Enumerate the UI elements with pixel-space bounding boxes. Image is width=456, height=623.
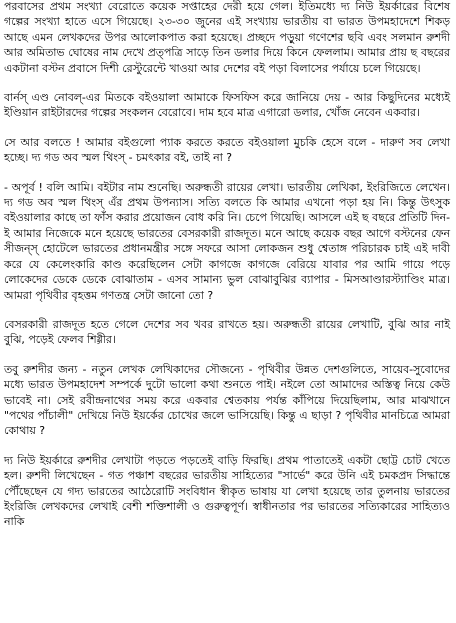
paragraph-ambassador: বেসরকারী রাজদূত হতে গেলে দেশের সব খবর রাখতে হয়। অরুন্ধতী রায়ের লেখাটি, বুঝি আর নাই বুঝি, পড়েই ফেলব শিগ্গীর। xyxy=(4,317,450,347)
paragraph-conversation: সে আর বলতে ! আমার বইগুলো প্যাক করতে করতে বইওয়ালা মুচকি হেসে বলে - দারুণ সব লেখা হচ্ছে। দ্য গড অব স্মল থিংস্ - চমৎকার বই, তাই না ? xyxy=(4,135,450,165)
paragraph-rushdie: তবু রুশদীর জন্য - নতুন লেখক লেখিকাদের সৌজন্যে - পৃথিবীর উন্নত দেশগুলিতে, সায়েব-সুবোদের মধ্যে ভারত উপমহাদেশ সম্পর্কে দুটো ভালো কথা শুনতে পাই। নইলে তো আমাদের অস্তিত্ব নিয়ে কেউ ভাবেই না। সেই রবীন্দ্রনাথের সময় করে একবার শ্বেতকায় পর্যন্ত কাঁপিয়ে দিয়েছিলাম, আর মাঝখানে "পথের পাঁচালী" দেখিয়ে নিউ ইয়র্কের চোখের জলে ভাসিয়েছি। কিন্তু এ ছাড়া ? পৃথিবীর মানচিত্রে আমরা কোথায় ? xyxy=(4,362,450,438)
paragraph-intro: পরবাসের প্রথম সংখ্যা বেরোতে কয়েক সপ্তাহের দেরী হয়ে গেল। ইতিমধ্যে দ্য নিউ ইয়র্কারের বিশেষ গল্পের সংখ্যা হাতে এসে গিয়েছে। ২৩-৩০ জুনের এই সংখ্যায় ভারতীয় বা ভারত উপমহাদেশে শিকড় আছে এমন লেখকদের উপর আলোকপাত করা হয়েছে। প্রচ্ছদে পড়ুয়া গণেশের ছবি এবং সলমান রুশদী আর অমিতাভ ঘোষের নাম দেখে প্রত্পত্রি সাড়ে তিন ডলার দিয়ে কিনে ফেললাম। আমার প্রায় ছ বছরের একটানা বস্টন প্রবাসে দিশী রেস্টুরেন্টে খাওয়া আর দেশের বই পড়া বিলাসের পর্যায়ে চলে গিয়েছে। xyxy=(4,0,450,75)
paragraph-bookseller: বার্নস্ এণ্ড নোবল্-এর মিতকে বইওয়ালা আমাকে ফিসফিস করে জানিয়ে দেয় - আর কিছুদিনের মধ্যেই ইণ্ডিয়ান রাইটারদের গল্পের সংকলন বেরোবে। দাম হবে মাত্র এগারো ডলার, খোঁজ নেবেন একবার। xyxy=(4,91,450,120)
paragraph-reply: - অপূর্ব ! বলি আমি। বইটার নাম শুনেছি। অরুন্ধতী রায়ের লেখা। ভারতীয় লেখিকা, ইংরিজিতে লেখেন। দ্য গড অব স্মল থিংস্ এঁর প্রথম উপন্যাস। সত্যি বলতে কি আমার এখনো পড়া হয় নি। কিন্তু উৎসুক বইওয়ালার কাছে তা ফাঁস করার প্রয়োজন বোধ করি নি। চেপে গিয়েছি। আসলে এই ছ বছরে প্রতিটি দিন-ই আমার নিজেকে মনে হয়েছে ভারতের বেসরকারী রাজদূত। মনে আছে কয়েক বছর আগে বস্টনের ফেন সীজন্স্ হোটেলে ভারতের প্রধানমন্ত্রীর সঙ্গে সফরে আসা লোকজন শুধু শ্বেতাঙ্গ পরিচারক চাই এই দাবী করে যে কেলেংকারি কাণ্ড করেছিলেন সেটা কাগজে কাগজে বেরিয়ে যাবার পর আমি গায়ে পড়ে লোকেদের ডেকে ডেকে বোঝাতাম - এসব সামান্য ভুল বোঝাবুঝির ব্যাপার - মিসআণ্ডারস্ট্যাণ্ডিং মাত্র। আমরা পৃথিবীর বৃহত্তম গণতন্ত্র সেটা জানো তো ? xyxy=(4,180,450,302)
paragraph-new-yorker: দ্য নিউ ইয়র্কারে রুশদীর লেখাটা পড়তে পড়তেই বাড়ি ফিরছি। প্রথম পাতাতেই একটা ছোট্ট চোট খেতে হল। রুশদী লিখেছেন - গত পঞ্চাশ বছরের ভারতীয় সাহিত্যের "সার্ভে" করে উনি এই চমকপ্রদ সিদ্ধান্তে পৌঁছেছেন যে গদ্য ভারতের আঠেরোটি সংবিধান স্বীকৃত ভাষায় যা লেখা হয়েছে তার তুলনায় ভারতের ইংরিজি লেখকদের লেখাই বেশী শক্তিশালী ও গুরুত্বপূর্ণ। স্বাধীনতার পর ভারতের সত্যিকারের সাহিত্যও নাকি xyxy=(4,453,450,529)
